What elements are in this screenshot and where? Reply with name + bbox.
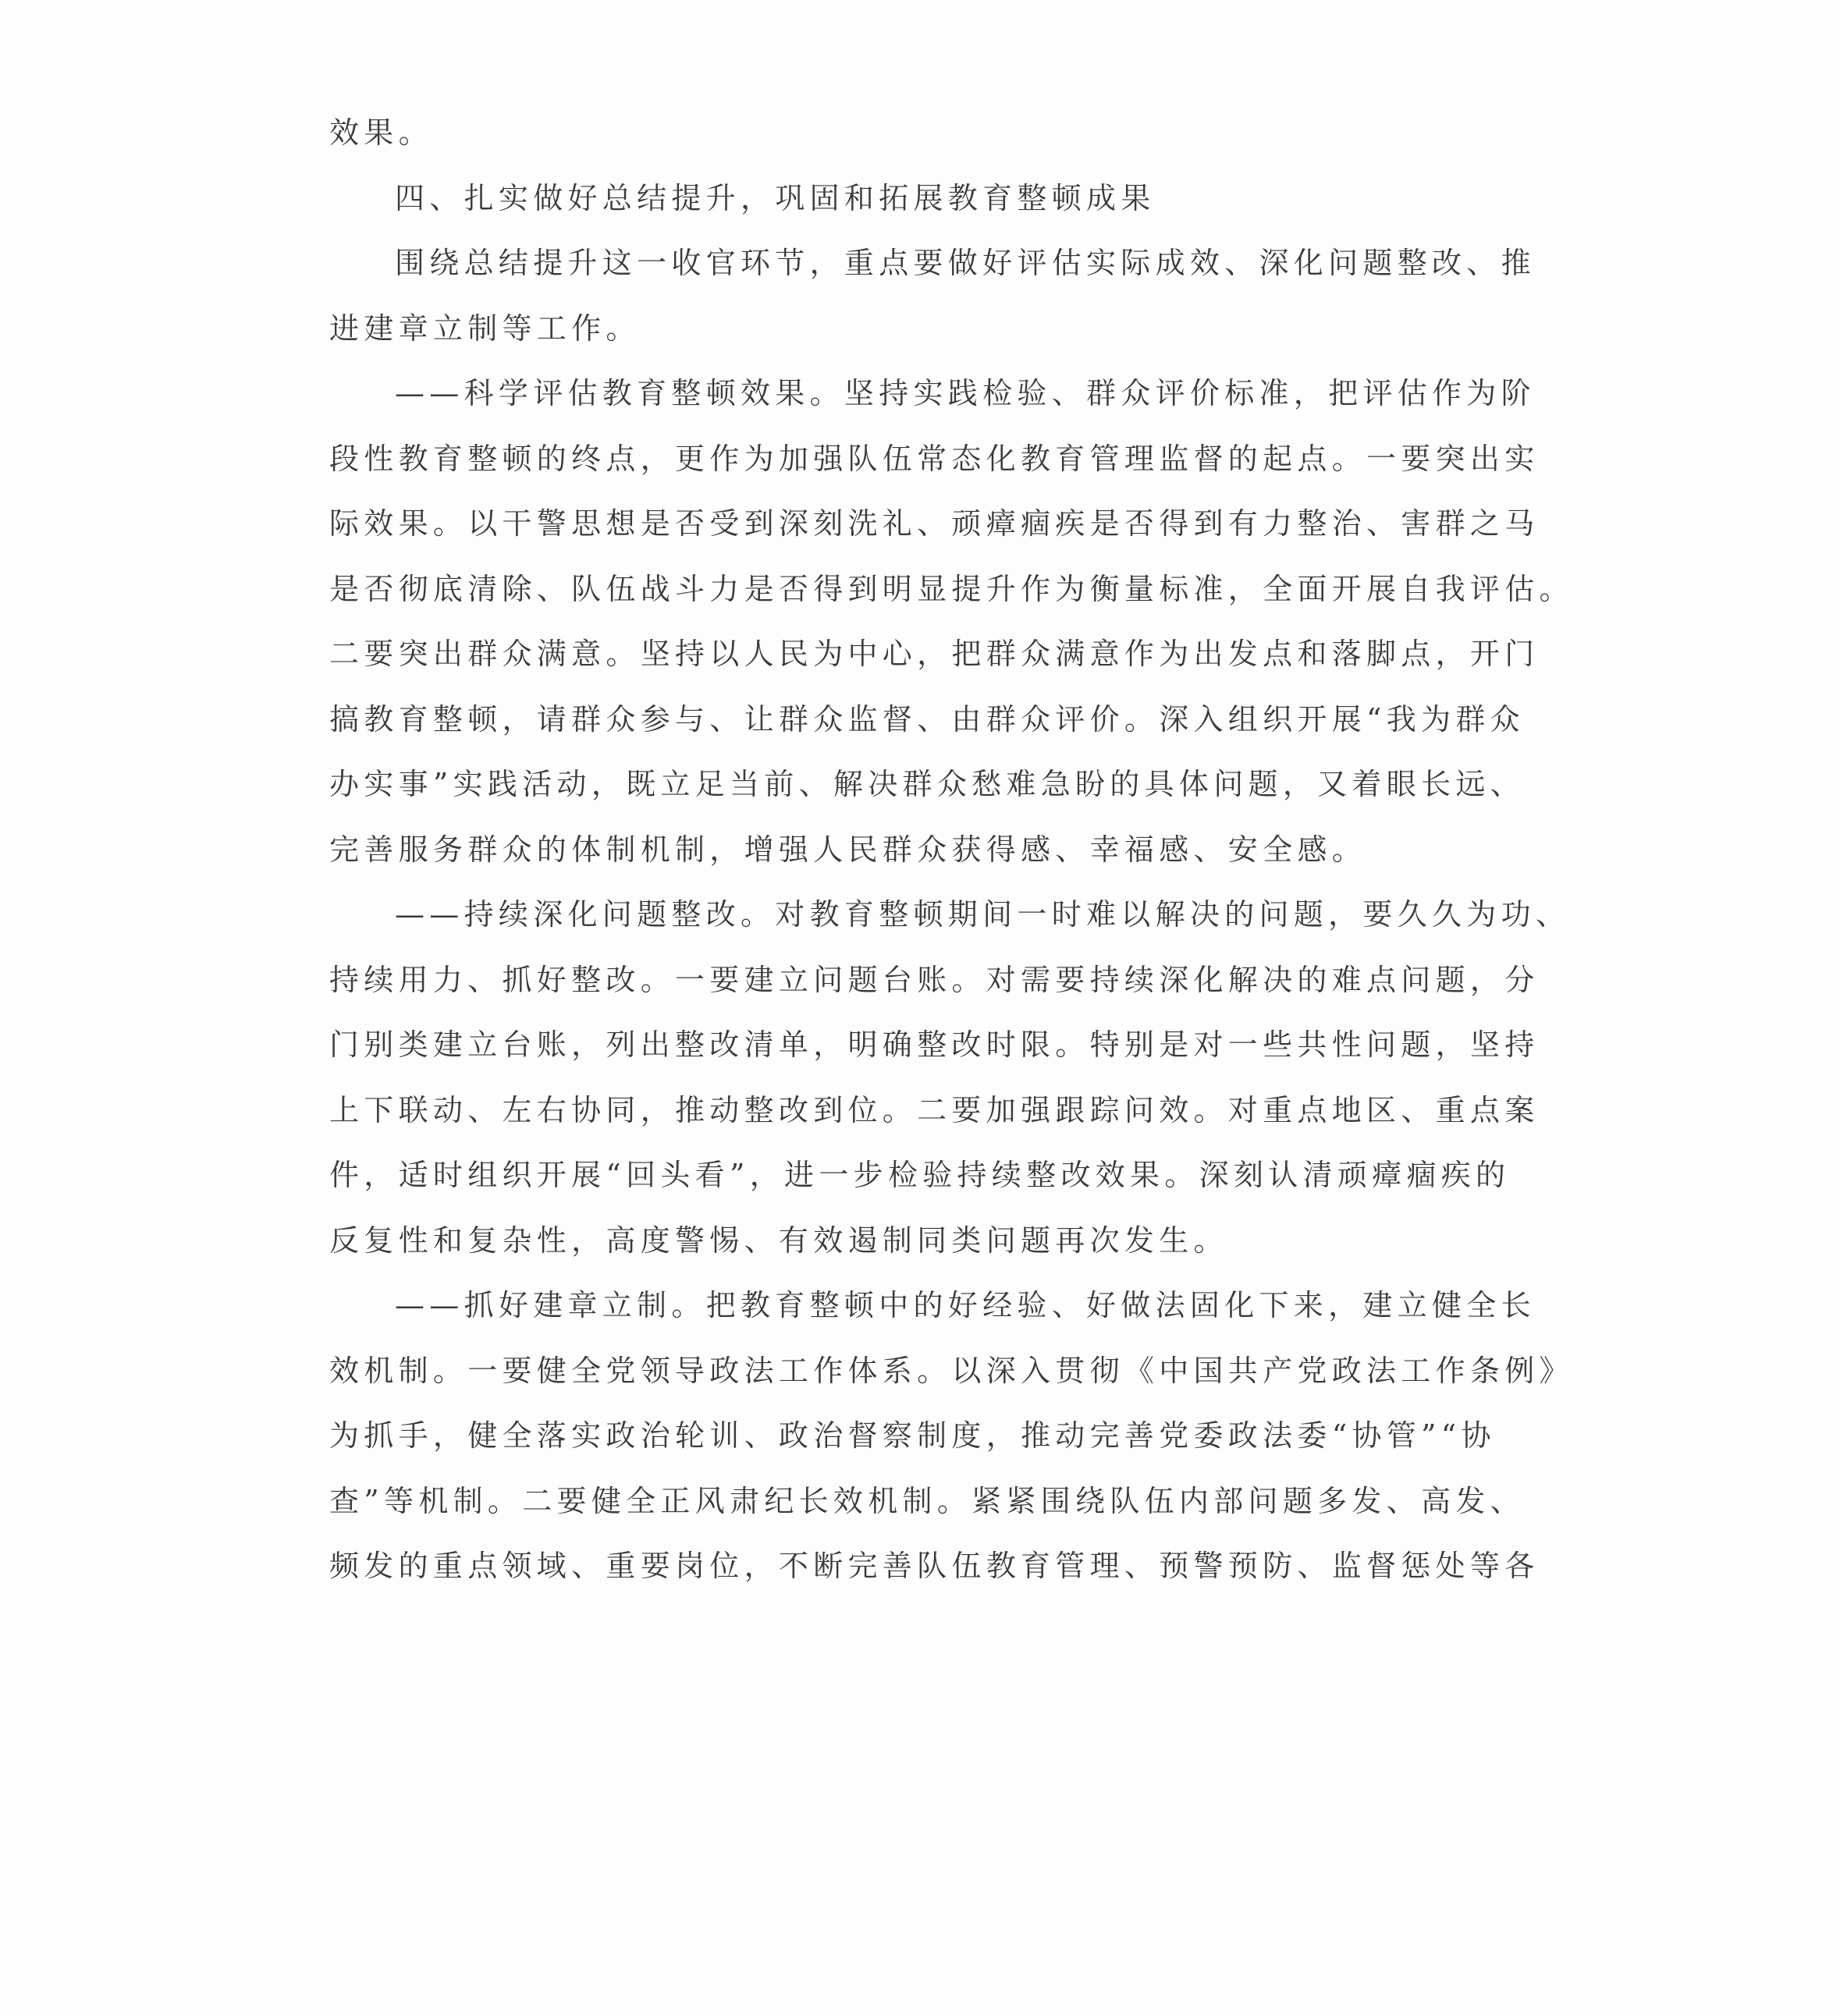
paragraph-first-line: ——抓好建章立制。把教育整顿中的好经验、好做法固化下来，建立健全长: [395, 1288, 1536, 1322]
text-line: 效果。: [329, 115, 433, 150]
text-line: 门别类建立台账，列出整改清单，明确整改时限。特别是对一些共性问题，坚持: [329, 1028, 1540, 1062]
paragraph-first-line: ——科学评估教育整顿效果。坚持实践检验、群众评价标准，把评估作为阶: [395, 376, 1536, 410]
paragraph-first-line: ——持续深化问题整改。对教育整顿期间一时难以解决的问题，要久久为功、: [395, 897, 1571, 932]
text-line: 段性教育整顿的终点，更作为加强队伍常态化教育管理监督的起点。一要突出实: [329, 442, 1540, 476]
text-line: 持续用力、抓好整改。一要建立问题台账。对需要持续深化解决的难点问题，分: [329, 963, 1540, 997]
text-line: 是否彻底清除、队伍战斗力是否得到明显提升作为衡量标准，全面开展自我评估。: [329, 572, 1574, 606]
text-line: 为抓手，健全落实政治轮训、政治督察制度，推动完善党委政法委“协管”“协: [329, 1418, 1496, 1453]
text-line: 二要突出群众满意。坚持以人民为中心，把群众满意作为出发点和落脚点，开门: [329, 637, 1540, 671]
text-line: 办实事”实践活动，既立足当前、解决群众愁难急盼的具体问题，又着眼长远、: [329, 767, 1525, 801]
text-line: 进建章立制等工作。: [329, 311, 641, 346]
text-line: 反复性和复杂性，高度警惕、有效遏制同类问题再次发生。: [329, 1223, 1228, 1258]
text-line: 效机制。一要健全党领导政法工作体系。以深入贯彻《中国共产党政法工作条例》: [329, 1354, 1574, 1388]
text-line: 上下联动、左右协同，推动整改到位。二要加强跟踪问效。对重点地区、重点案: [329, 1093, 1540, 1127]
text-line: 频发的重点领域、重要岗位，不断完善队伍教育管理、预警预防、监督惩处等各: [329, 1549, 1540, 1583]
paragraph-first-line: 围绕总结提升这一收官环节，重点要做好评估实际成效、深化问题整改、推: [395, 246, 1536, 280]
text-line: 际效果。以干警思想是否受到深刻洗礼、顽瘴痼疾是否得到有力整治、害群之马: [329, 506, 1540, 541]
section-heading: 四、扎实做好总结提升，巩固和拓展教育整顿成果: [395, 181, 1156, 215]
text-line: 件，适时组织开展“回头看”，进一步检验持续整改效果。深刻认清顽瘴痼疾的: [329, 1158, 1511, 1192]
text-line: 搞教育整顿，请群众参与、让群众监督、由群众评价。深入组织开展“我为群众: [329, 702, 1525, 736]
text-line: 查”等机制。二要健全正风肃纪长效机制。紧紧围绕队伍内部问题多发、高发、: [329, 1484, 1525, 1518]
text-line: 完善服务群众的体制机制，增强人民群众获得感、幸福感、安全感。: [329, 832, 1367, 867]
